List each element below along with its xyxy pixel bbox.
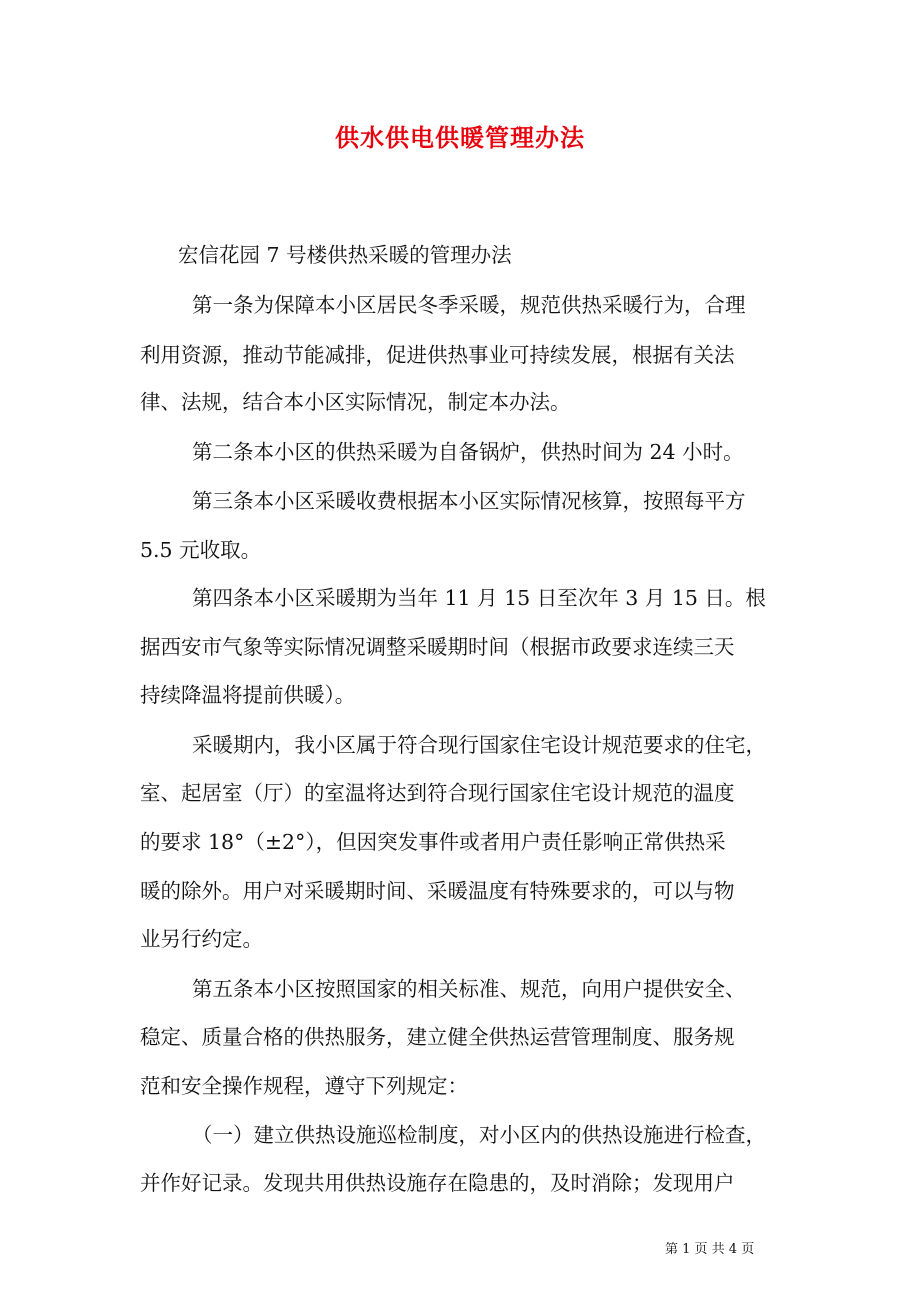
document-title: 供水供电供暖管理办法: [335, 123, 585, 152]
doc-line-7: 5.5 元收取。: [140, 538, 262, 562]
doc-line-8: 第四条本小区采暖期为当年 11 月 15 日至次年 3 月 15 日。根: [192, 586, 766, 610]
doc-line-18: 范和安全操作规程，遵守下列规定：: [140, 1074, 468, 1098]
doc-line-15: 业另行约定。: [140, 927, 263, 951]
doc-line-11: 采暖期内，我小区属于符合现行国家住宅设计规范要求的住宅，: [192, 733, 766, 757]
doc-line-13: 的要求 18°（±2°），但因突发事件或者用户责任影响正常供热采: [140, 830, 726, 854]
page-footer: 第 1 页 共 4 页: [665, 1242, 755, 1257]
doc-line-12: 室、起居室（厅）的室温将达到符合现行国家住宅设计规范的温度: [140, 781, 735, 805]
doc-line-2: 第一条为保障本小区居民冬季采暖，规范供热采暖行为，合理: [192, 293, 746, 317]
doc-line-3: 利用资源，推动节能减排，促进供热事业可持续发展，根据有关法: [140, 343, 735, 367]
doc-line-4: 律、法规，结合本小区实际情况，制定本办法。: [140, 390, 571, 414]
doc-line-5: 第二条本小区的供热采暖为自备锅炉，供热时间为 24 小时。: [192, 440, 744, 464]
doc-line-10: 持续降温将提前供暖）。: [140, 683, 356, 707]
doc-line-14: 暖的除外。用户对采暖期时间、采暖温度有特殊要求的，可以与物: [140, 879, 735, 903]
doc-line-9: 据西安市气象等实际情况调整采暖期时间（根据市政要求连续三天: [140, 635, 735, 659]
doc-line-19: （一）建立供热设施巡检制度，对小区内的供热设施进行检查，: [192, 1123, 766, 1147]
doc-line-6: 第三条本小区采暖收费根据本小区实际情况核算，按照每平方: [192, 489, 746, 513]
doc-line-17: 稳定、质量合格的供热服务，建立健全供热运营管理制度、服务规: [140, 1025, 735, 1049]
doc-line-20: 并作好记录。发现共用供热设施存在隐患的，及时消除；发现用户: [140, 1171, 735, 1195]
doc-line-1: 宏信花园 7 号楼供热采暖的管理办法: [178, 243, 512, 267]
doc-line-16: 第五条本小区按照国家的相关标准、规范，向用户提供安全、: [192, 977, 746, 1001]
